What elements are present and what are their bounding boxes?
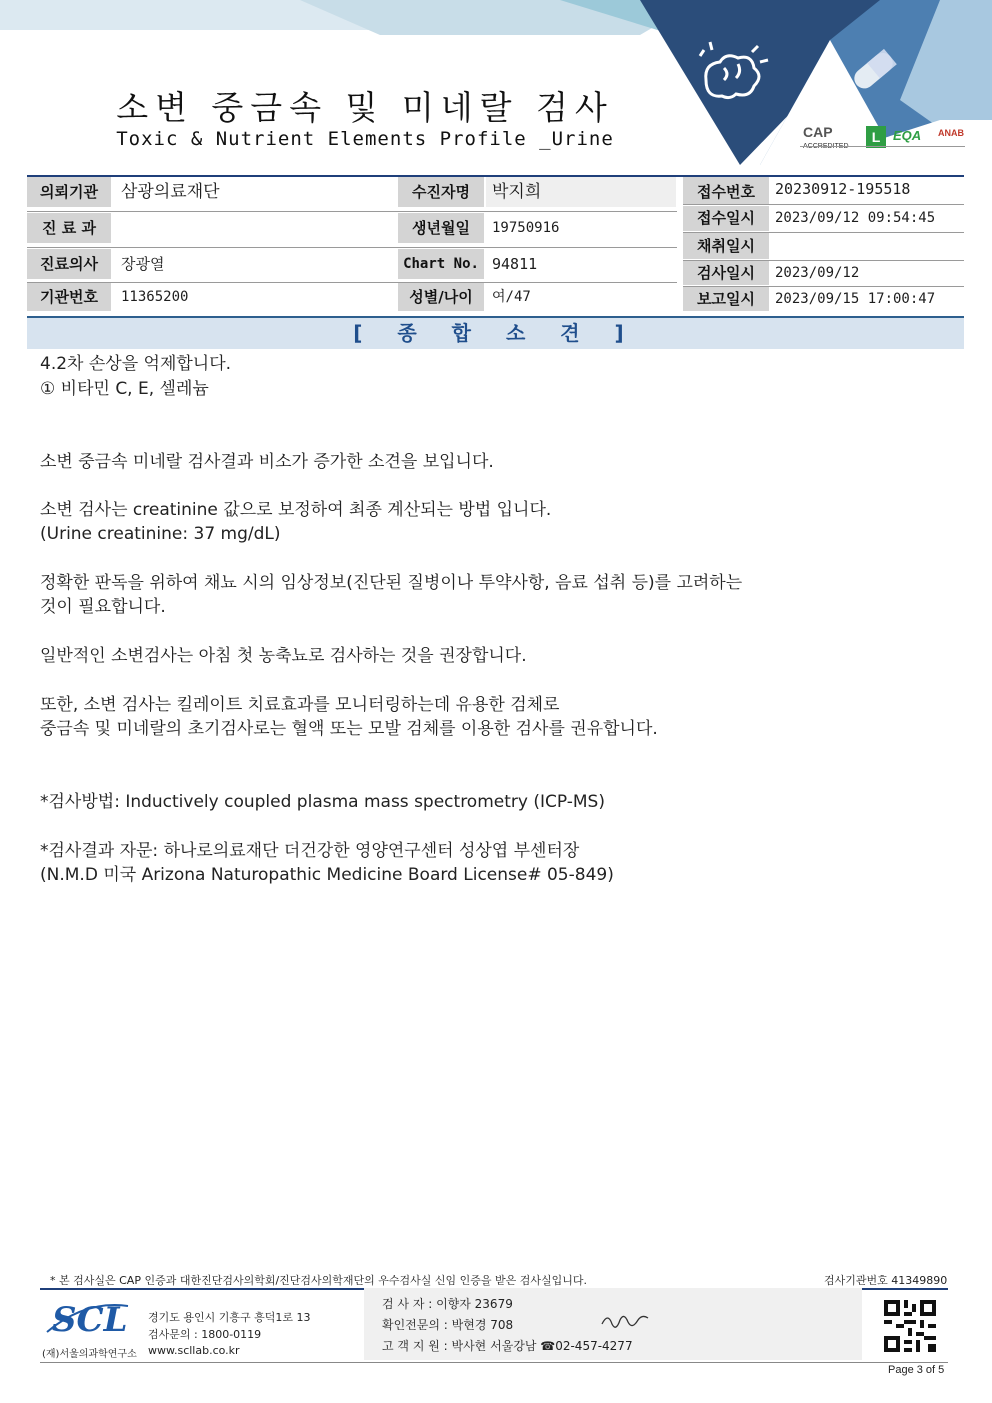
summary-line: (Urine creatinine: 37 mg/dL) [40, 524, 281, 544]
staff-tester: 검 사 자 : 이향자 23679 [382, 1297, 513, 1311]
org-number: 검사기관번호 41349890 [824, 1274, 948, 1287]
label-institution: 의뢰기관 [27, 177, 111, 207]
value-institution: 삼광의료재단 [121, 182, 220, 202]
value-physician: 장광열 [121, 255, 165, 273]
staff-support: 고 객 지 원 : 박사현 서울강남 ☎02-457-4277 [382, 1339, 633, 1353]
summary-line: 소변 검사는 creatinine 값으로 보정하여 최종 계산되는 방법 입니다. [40, 500, 552, 520]
label-department: 진 료 과 [27, 213, 111, 243]
summary-heading: [ 종 합 소 견 ] [27, 316, 964, 349]
org-inquiry: 검사문의 : 1800-0119 [148, 1328, 262, 1341]
value-report-time: 2023/09/15 17:00:47 [775, 291, 936, 307]
label-sex-age: 성별/나이 [398, 283, 484, 311]
summary-line: 또한, 소변 검사는 킬레이트 치료효과를 모니터링하는데 유용한 검체로 [40, 695, 560, 715]
value-patient-name: 박지희 [486, 177, 676, 207]
summary-line: 소변 중금속 미네랄 검사결과 비소가 증가한 소견을 보입니다. [40, 452, 494, 472]
label-birthdate: 생년월일 [398, 213, 484, 243]
page-subtitle: Toxic & Nutrient Elements Profile _Urine [116, 128, 614, 150]
value-collection-time [769, 233, 964, 259]
org-address: 경기도 용인시 기흥구 흥덕1로 13 [148, 1311, 311, 1324]
label-chart-no: Chart No. [398, 249, 484, 279]
footer-notice: * 본 검사실은 CAP 인증과 대한진단검사의학회/진단검사의학재단의 우수검사실 신임 인증을 받은 검사실입니다. [50, 1274, 588, 1287]
summary-line: 것이 필요합니다. [40, 597, 166, 617]
summary-line: 일반적인 소변검사는 아침 첫 농축뇨로 검사하는 것을 권장합니다. [40, 646, 527, 666]
qr-code-icon [884, 1300, 936, 1352]
doctor-signature [600, 1310, 650, 1332]
summary-line: ① 비타민 C, E, 셀레늄 [40, 379, 209, 399]
summary-line: 4.2차 손상을 억제합니다. [40, 354, 232, 374]
value-receipt-time: 2023/09/12 09:54:45 [775, 210, 936, 226]
label-physician: 진료의사 [27, 249, 111, 279]
consult-line: (N.M.D 미국 Arizona Naturopathic Medicine Board License# 05-849) [40, 865, 614, 885]
page-number: Page 3 of 5 [888, 1364, 945, 1376]
value-sex-age: 여/47 [492, 289, 531, 305]
value-institution-no: 11365200 [121, 289, 189, 305]
label-collection-time: 채취일시 [683, 233, 769, 259]
consult-line: *검사결과 자문: 하나로의료재단 더건강한 영양연구센터 성상엽 부센터장 [40, 841, 580, 861]
lm-logo: L [866, 126, 886, 148]
label-test-time: 검사일시 [683, 261, 769, 285]
scl-logo-swoosh [45, 1302, 130, 1342]
page-title: 소변 중금속 및 미네랄 검사 [116, 88, 614, 127]
label-receipt-time: 접수일시 [683, 206, 769, 231]
eqa-logo: EQA [893, 128, 922, 143]
cert-divider [800, 146, 965, 147]
anab-logo: ANAB [938, 128, 964, 138]
scl-logo: SCL [52, 1300, 128, 1340]
patient-info-table [27, 175, 964, 311]
label-receipt-no: 접수번호 [683, 177, 769, 205]
value-receipt-no: 20230912-195518 [775, 180, 911, 198]
staff-doctor: 확인전문의 : 박현경 708 [382, 1318, 514, 1332]
method-line: *검사방법: Inductively coupled plasma mass spectrometry (ICP-MS) [40, 792, 605, 812]
value-chart-no: 94811 [492, 255, 538, 273]
org-website[interactable]: www.scllab.co.kr [148, 1344, 240, 1357]
org-name: (재)서울의과학연구소 [42, 1349, 137, 1360]
value-birthdate: 19750916 [492, 220, 560, 236]
value-test-time: 2023/09/12 [775, 265, 860, 281]
cap-logo: CAP [803, 124, 833, 140]
label-institution-no: 기관번호 [27, 283, 111, 311]
label-patient-name: 수진자명 [398, 177, 484, 207]
summary-line: 중금속 및 미네랄의 초기검사로는 혈액 또는 모발 검체를 이용한 검사를 권유합니다. [40, 719, 658, 739]
summary-line: 정확한 판독을 위하여 채뇨 시의 임상정보(진단된 질병이나 투약사항, 음료 섭취 등)를 고려하는 [40, 573, 743, 593]
label-report-time: 보고일시 [683, 287, 769, 311]
